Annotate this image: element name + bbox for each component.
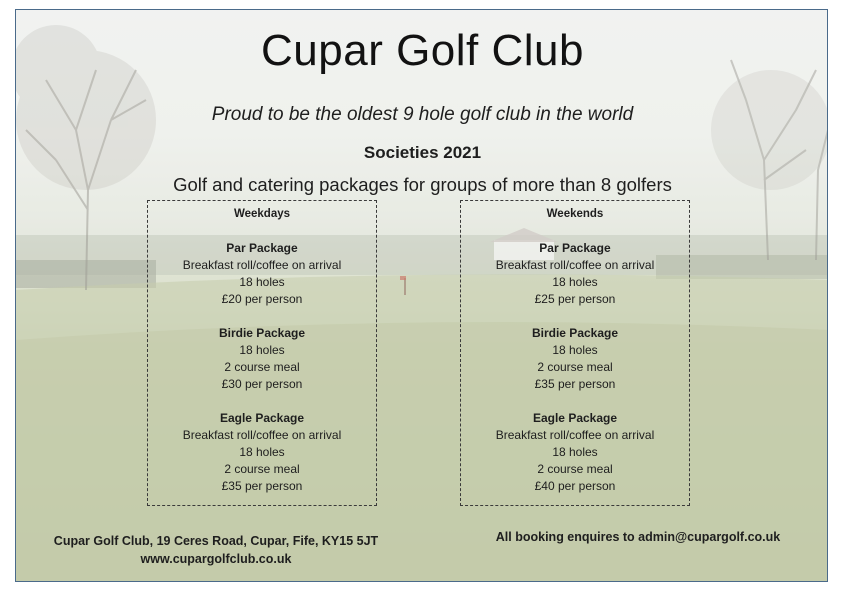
subtitle: Golf and catering packages for groups of more than 8 golfers: [173, 174, 672, 195]
weekend-birdie-package: [461, 325, 689, 393]
tagline: Proud to be the oldest 9 hole golf club in the world: [211, 104, 634, 125]
club-address: Cupar Golf Club, 19 Ceres Road, Cupar, Fife, KY15 5JT: [53, 534, 379, 548]
package-price: £40 per person: [534, 479, 616, 493]
package-price: £25 per person: [534, 292, 616, 306]
package-line: 18 holes: [552, 275, 598, 289]
package-line: 2 course meal: [224, 360, 300, 374]
weekday-eagle-package: [148, 410, 376, 495]
package-line: Breakfast roll/coffee on arrival: [495, 428, 655, 442]
package-price: £35 per person: [534, 377, 616, 391]
package-line: Breakfast roll/coffee on arrival: [182, 428, 342, 442]
package-line: Breakfast roll/coffee on arrival: [182, 258, 342, 272]
package-line: 18 holes: [552, 445, 598, 459]
weekday-par-package: [148, 240, 376, 308]
package-line: 2 course meal: [224, 462, 300, 476]
package-line: Breakfast roll/coffee on arrival: [495, 258, 655, 272]
package-line: 18 holes: [239, 445, 285, 459]
weekdays-panel: [147, 200, 377, 506]
package-name: Eagle Package: [532, 411, 618, 425]
package-line: 18 holes: [239, 275, 285, 289]
package-price: £20 per person: [221, 292, 303, 306]
weekend-par-package: [461, 240, 689, 308]
package-name: Birdie Package: [218, 326, 306, 340]
weekday-birdie-package: [148, 325, 376, 393]
package-line: 2 course meal: [537, 462, 613, 476]
flyer: [15, 9, 828, 582]
package-line: 18 holes: [239, 343, 285, 357]
package-name: Par Package: [226, 241, 298, 255]
page-title: Cupar Golf Club: [261, 26, 584, 75]
booking-enquiries[interactable]: All booking enquires to admin@cupargolf.co.uk: [495, 530, 781, 544]
package-price: £30 per person: [221, 377, 303, 391]
weekend-eagle-package: [461, 410, 689, 495]
package-name: Birdie Package: [531, 326, 619, 340]
weekends-heading: Weekends: [546, 208, 604, 220]
club-website-link[interactable]: www.cupargolfclub.co.uk: [140, 552, 292, 566]
season-heading: Societies 2021: [363, 143, 482, 162]
package-name: Eagle Package: [219, 411, 305, 425]
club-contact: [41, 532, 391, 568]
package-line: 2 course meal: [537, 360, 613, 374]
package-price: £35 per person: [221, 479, 303, 493]
package-line: 18 holes: [552, 343, 598, 357]
package-name: Par Package: [539, 241, 611, 255]
weekdays-heading: Weekdays: [233, 208, 291, 220]
weekends-panel: [460, 200, 690, 506]
